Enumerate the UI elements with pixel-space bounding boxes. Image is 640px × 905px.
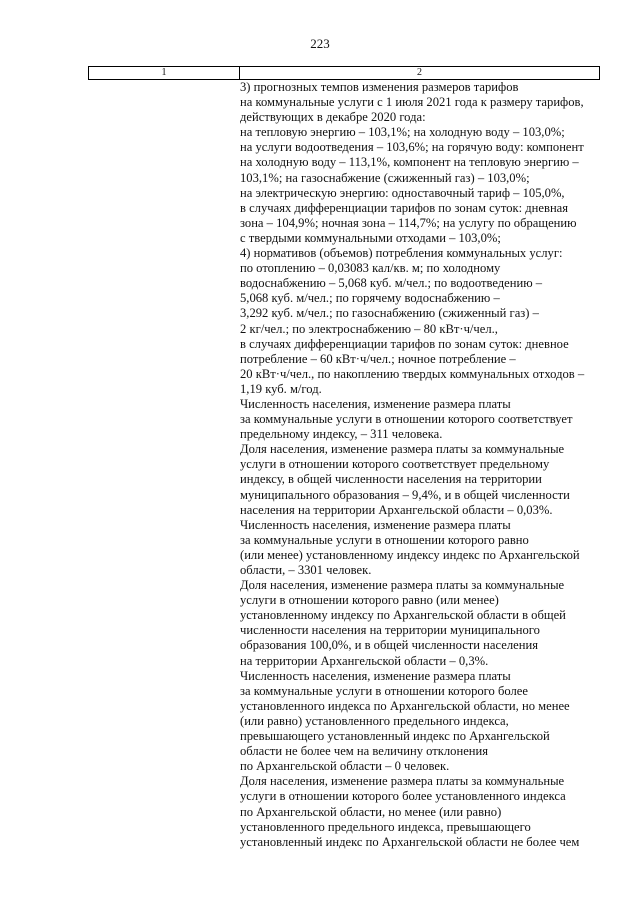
text-line: Доля населения, изменение размера платы за коммунальные	[240, 578, 565, 593]
text-line: 3,292 куб. м/чел.; по газоснабжению (сжиженный газ) –	[240, 306, 539, 321]
text-line: Доля населения, изменение размера платы за коммунальные	[240, 442, 565, 457]
text-line: в случаях дифференциации тарифов по зонам суток: дневное	[240, 336, 569, 351]
text-line: на услуги водоотведения – 103,6%; на горячую воду: компонент	[240, 140, 584, 155]
text-line: зона – 104,9%; ночная зона – 114,7%; на услугу по обращению	[240, 215, 577, 230]
table-header	[88, 66, 600, 80]
text-line: по Архангельской области, но менее (или равно)	[240, 804, 502, 819]
text-line: на тепловую энергию – 103,1%; на холодную воду – 103,0%;	[240, 125, 565, 140]
text-line: Численность населения, изменение размера платы	[240, 668, 511, 683]
text-line: образования 100,0%, и в общей численности населения	[240, 638, 538, 653]
text-line: на электрическую энергию: одноставочный тариф – 105,0%,	[240, 185, 565, 200]
text-line: потребление – 60 кВт·ч/чел.; ночное потребление –	[240, 351, 516, 366]
text-line: (или равно) установленного предельного индекса,	[240, 713, 509, 728]
page-number: 223	[310, 36, 330, 51]
text-line: услуги в отношении которого более установленного индекса	[240, 789, 566, 804]
text-line: 103,1%; на газоснабжение (сжиженный газ) – 103,0%;	[240, 170, 530, 185]
text-line: услуги в отношении которого равно (или менее)	[240, 593, 499, 608]
text-line: 1,19 куб. м/год.	[240, 381, 322, 396]
text-line: за коммунальные услуги в отношении которого соответствует	[240, 412, 573, 427]
text-line: по отоплению – 0,03083 кал/кв. м; по холодному	[240, 261, 501, 276]
text-line: действующих в декабре 2020 года:	[240, 110, 426, 125]
text-line: за коммунальные услуги в отношении которого более	[240, 683, 528, 698]
text-line: в случаях дифференциации тарифов по зонам суток: дневная	[240, 200, 569, 215]
text-line: Доля населения, изменение размера платы за коммунальные	[240, 774, 565, 789]
text-line: области не более чем на величину отклонения	[240, 744, 489, 759]
text-line: предельному индексу, – 311 человека.	[240, 427, 443, 442]
text-line: услуги в отношении которого соответствует предельному	[240, 457, 550, 472]
text-line: установленный индекс по Архангельской области не более чем	[240, 834, 580, 849]
table-header-row	[89, 67, 600, 80]
text-line: индексу, в общей численности населения на территории	[240, 472, 542, 487]
text-line: на территории Архангельской области – 0,3%.	[240, 653, 489, 668]
text-line: установленного предельного индекса, превышающего	[240, 819, 531, 834]
text-line: Численность населения, изменение размера платы	[240, 396, 511, 411]
text-line: установленного индекса по Архангельской области, но менее	[240, 698, 570, 713]
text-line: (или менее) установленному индексу индекс по Архангельской	[240, 547, 580, 562]
text-line: 5,068 куб. м/чел.; по горячему водоснабжению –	[240, 291, 500, 306]
document-body	[240, 80, 600, 850]
text-line: на холодную воду – 113,1%, компонент на тепловую энергию –	[240, 155, 579, 170]
table-header-col1: 1	[89, 67, 240, 80]
table-header-col2: 2	[240, 67, 600, 80]
text-line: области, – 3301 человек.	[240, 563, 372, 577]
text-line: превышающего установленный индекс по Архангельской	[240, 729, 550, 744]
text-line: муниципального образования – 9,4%, и в общей численности	[240, 487, 570, 502]
text-line: за коммунальные услуги в отношении которого равно	[240, 532, 529, 547]
text-line: с твердыми коммунальными отходами – 103,0%;	[240, 230, 501, 245]
text-line: 3) прогнозных темпов изменения размеров тарифов	[240, 80, 519, 94]
text-line: 2 кг/чел.; по электроснабжению – 80 кВт·ч/чел.,	[240, 321, 498, 336]
text-line: на коммунальные услуги с 1 июля 2021 года к размеру тарифов,	[240, 95, 584, 110]
text-line: численности населения на территории муниципального	[240, 623, 540, 638]
text-line: установленному индексу по Архангельской области в общей	[240, 608, 566, 623]
text-line: 4) нормативов (объемов) потребления коммунальных услуг:	[240, 246, 563, 261]
text-line: по Архангельской области – 0 человек.	[240, 759, 450, 774]
text-line: населения на территории Архангельской области – 0,03%.	[240, 502, 553, 517]
text-line: Численность населения, изменение размера платы	[240, 517, 511, 532]
text-line: 20 кВт·ч/чел., по накоплению твердых коммунальных отходов –	[240, 366, 585, 381]
text-line: водоснабжению – 5,068 куб. м/чел.; по водоотведению –	[240, 276, 543, 291]
